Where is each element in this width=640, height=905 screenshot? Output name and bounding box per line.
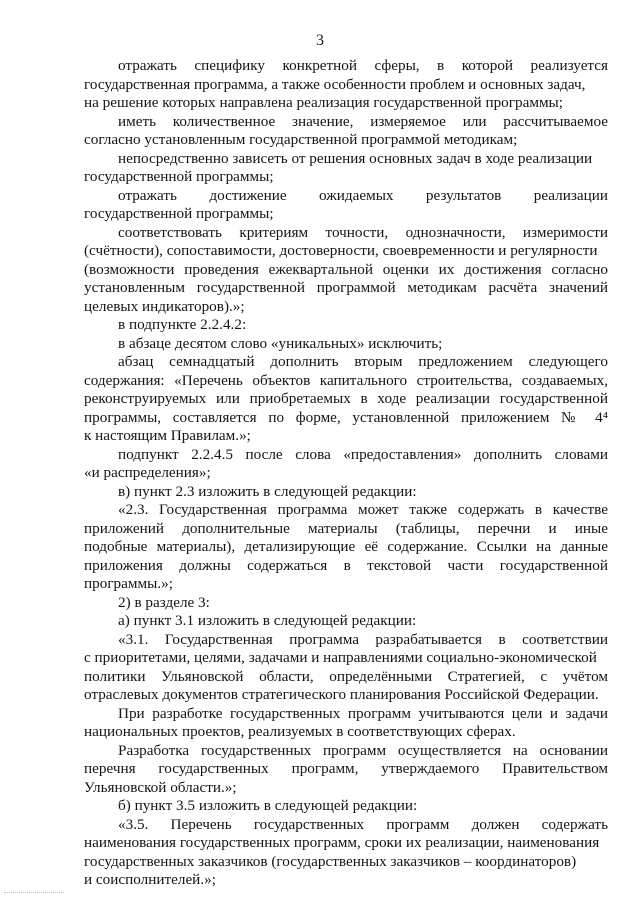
text-line: непосредственно зависеть от решения основных задач в ходе реализации	[118, 149, 593, 167]
text-line: программы, составляется по форме, установленной приложением № 4⁴	[84, 408, 608, 426]
text-line: 2) в разделе 3:	[118, 593, 210, 611]
text-line: и соисполнителей.»;	[84, 871, 216, 888]
text-line: отражать специфику конкретной сферы, в которой реализуется	[118, 57, 608, 74]
text-line: отраслевых документов стратегического планирования Российской Федерации.	[84, 686, 599, 703]
page-number: 3	[316, 32, 324, 49]
text-line: политики Ульяновской области, определёнными Стратегией, с учётом	[84, 667, 608, 685]
text-line: в подпункте 2.2.4.2:	[118, 316, 247, 333]
text-line: приложения должны содержаться в текстовой части государственной	[84, 556, 608, 574]
text-line: подобные материалы), детализирующие её содержание. Ссылки на данные	[84, 538, 608, 555]
text-line: абзац семнадцатый дополнить вторым предложением следующего	[118, 353, 608, 370]
text-line: государственная программа, а также особенности проблем и основных задач,	[84, 75, 586, 93]
document-body	[84, 57, 608, 890]
text-line: соответствовать критериям точности, однозначности, измеримости	[118, 223, 608, 241]
text-line: (счётности), сопоставимости, достоверности, своевременности и регулярности	[84, 242, 598, 259]
text-line: реконструируемых или приобретаемых в ходе реализации государственной	[84, 390, 608, 407]
text-line: в абзаце десятом слово «уникальных» исключить;	[118, 334, 443, 352]
text-line: отражать достижение ожидаемых результатов реализации	[118, 186, 608, 204]
text-line: к настоящим Правилам.»;	[84, 427, 251, 444]
text-line: на решение которых направлена реализация государственной программы;	[84, 94, 563, 111]
text-line: программы.»;	[84, 575, 173, 592]
text-line: а) пункт 3.1 изложить в следующей редакции:	[118, 612, 417, 629]
text-line: целевых индикаторов).»;	[84, 297, 245, 315]
text-line: содержания: «Перечень объектов капитального строительства, создаваемых,	[84, 371, 608, 389]
text-line: наименования государственных программ, сроки их реализации, наименования	[84, 834, 600, 851]
text-line: государственной программы;	[84, 168, 274, 185]
text-line: При разработке государственных программ учитываются цели и задачи	[118, 704, 608, 722]
text-line: с приоритетами, целями, задачами и направлениями социально-экономической	[84, 649, 597, 666]
text-line: подпункт 2.2.4.5 после слова «предоставления» дополнить словами	[118, 445, 608, 463]
text-line: государственной программы;	[84, 205, 274, 222]
text-line: б) пункт 3.5 изложить в следующей редакции:	[118, 797, 418, 814]
text-line: установленным государственной программой методикам расчёта значений	[84, 279, 608, 296]
text-line: приложений дополнительные материалы (таблицы, перечни и иные	[84, 519, 608, 537]
text-line: государственных заказчиков (государственных заказчиков – координаторов)	[84, 852, 577, 870]
text-line: «2.3. Государственная программа может также содержать в качестве	[118, 501, 608, 518]
text-line: перечня государственных программ, утверждаемого Правительством	[84, 760, 608, 777]
text-line: Разработка государственных программ осуществляется на основании	[118, 741, 608, 759]
text-line: Ульяновской области.»;	[84, 778, 237, 796]
text-line: «3.5. Перечень государственных программ должен содержать	[118, 815, 608, 833]
text-line: согласно установленным государственной программой методикам;	[84, 131, 518, 148]
text-line: в) пункт 2.3 изложить в следующей редакции:	[118, 482, 417, 500]
text-line: «и распределения»;	[84, 464, 211, 481]
scan-artifact	[4, 892, 64, 895]
text-line: иметь количественное значение, измеряемое или рассчитываемое	[118, 112, 608, 130]
text-line: (возможности проведения ежеквартальной оценки их достижения согласно	[84, 260, 608, 278]
text-line: «3.1. Государственная программа разрабатывается в соответствии	[118, 630, 608, 648]
text-line: национальных проектов, реализуемых в соответствующих сферах.	[84, 723, 516, 740]
